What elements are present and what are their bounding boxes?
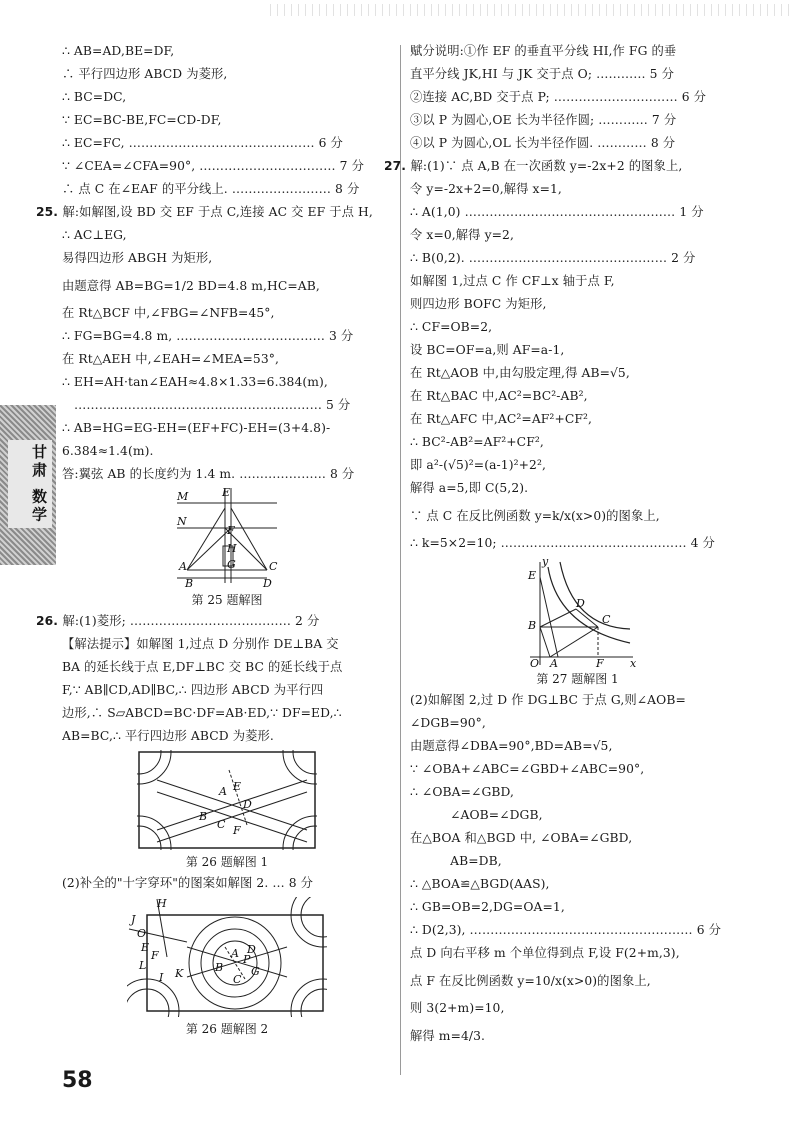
- line-text: ∴ BC²-AB²=AF²+CF²,: [410, 435, 544, 449]
- line-text: AB=BC,∴ 平行四边形 ABCD 为菱形.: [62, 729, 274, 743]
- text-line: [410, 293, 745, 316]
- figure-label: D: [575, 597, 585, 610]
- figure-circle: [283, 816, 317, 850]
- figure-label: A: [219, 785, 227, 798]
- column-divider: [400, 45, 401, 1075]
- text-line: [410, 247, 745, 270]
- line-text: 在 Rt△AEH 中,∠EAH=∠MEA=53°,: [62, 352, 280, 366]
- line-text: 令 y=-2x+2=0,解得 x=1,: [410, 182, 562, 196]
- fig26b-diagram: [127, 897, 327, 1017]
- line-text: 由题意得∠DBA=90°,BD=AB=√5,: [410, 739, 613, 753]
- figure-circle: [283, 750, 317, 784]
- text-line: [410, 997, 745, 1020]
- text-line: [62, 872, 392, 895]
- line-text: ∴ AB=HG=EG-EH=(EF+FC)-EH=(3+4.8)-: [62, 421, 331, 435]
- figure-circle: [127, 989, 169, 1017]
- text-line: [410, 339, 745, 362]
- figure-label: C: [601, 613, 610, 626]
- line-text: BA 的延长线于点 E,DF⊥BC 交 BC 的延长线于点: [62, 660, 343, 674]
- figure-label: A: [179, 560, 187, 573]
- figure-label: L: [139, 959, 147, 972]
- figure-label: O: [137, 927, 147, 940]
- line-text: ∴ EC=FC, ……………………………………… 6 分: [62, 136, 343, 150]
- line-text: 设 BC=OF=a,则 AF=a-1,: [410, 343, 565, 357]
- text-line: [410, 477, 745, 500]
- text-line: [62, 633, 392, 656]
- fig27-figure: [410, 557, 745, 667]
- text-line: [62, 679, 392, 702]
- question-start-line: [36, 610, 392, 633]
- text-line: [62, 702, 392, 725]
- line-text: ∴ FG=BG=4.8 m, ……………………………… 3 分: [62, 329, 354, 343]
- line-text: 6.384≈1.4(m).: [62, 444, 154, 458]
- text-line: [410, 850, 745, 873]
- line-text: 答:翼弦 AB 的长度约为 1.4 m. ………………… 8 分: [62, 467, 355, 481]
- question-number: 26.: [36, 614, 63, 628]
- figure-label: I: [159, 971, 164, 984]
- figure-label: B: [185, 577, 194, 588]
- text-line: [410, 758, 745, 781]
- text-line: [410, 109, 745, 132]
- text-line: [410, 201, 745, 224]
- figure-label: G: [227, 558, 236, 571]
- line-text: 在 Rt△BAC 中,AC²=BC²-AB²,: [410, 389, 588, 403]
- line-text: ∴ A(1,0) …………………………………………… 1 分: [410, 205, 704, 219]
- text-line: [410, 827, 745, 850]
- text-line: [410, 689, 745, 712]
- figure-label: F: [151, 949, 159, 962]
- figure-label: G: [251, 965, 260, 978]
- figure-label: H: [157, 897, 167, 910]
- fig26a-diagram: [137, 750, 317, 850]
- text-line: [62, 325, 392, 348]
- line-text: ③以 P 为圆心,OE 长为半径作圆; ………… 7 分: [410, 113, 677, 127]
- text-line: [410, 781, 745, 804]
- text-line: [62, 440, 392, 463]
- figure-label: F: [595, 657, 604, 667]
- text-line: [62, 132, 392, 155]
- figure-caption: 第 27 题解图 1: [536, 672, 619, 686]
- text-line: [62, 270, 392, 302]
- figure-circle: [137, 750, 171, 784]
- text-line: [410, 500, 745, 532]
- fig26b-figure: [62, 897, 392, 1017]
- line-text: ∴ BC=DC,: [62, 90, 127, 104]
- text-line: [410, 712, 745, 735]
- line-text: 在 Rt△AOB 中,由勾股定理,得 AB=√5,: [410, 366, 630, 380]
- line-text: 则 3(2+m)=10,: [410, 1001, 505, 1015]
- text-line: [62, 178, 392, 201]
- line-text: 在△BOA 和△BGD 中, ∠OBA=∠GBD,: [410, 831, 633, 845]
- line-text: ②连接 AC,BD 交于点 P; ………………………… 6 分: [410, 90, 707, 104]
- text-line: [410, 804, 745, 827]
- line-text: 在 Rt△BCF 中,∠FBG=∠NFB=45°,: [62, 306, 275, 320]
- line-text: ∵ 点 C 在反比例函数 y=k/x(x>0)的图象上,: [410, 509, 660, 523]
- line-text: ∴ GB=OB=2,DG=OA=1,: [410, 900, 565, 914]
- line-text: 解:如解图,设 BD 交 EF 于点 C,连接 AC 交 EF 于点 H,: [62, 205, 373, 219]
- line-text: AB=DB,: [410, 854, 502, 868]
- page-number: 58: [62, 1068, 93, 1093]
- figure-label: D: [263, 577, 272, 588]
- line-text: ∴ CF=OB=2,: [410, 320, 493, 334]
- text-line: [410, 896, 745, 919]
- figure-label: E: [222, 488, 231, 499]
- line-text: ∴ D(2,3), ……………………………………………… 6 分: [410, 923, 722, 937]
- line-text: 点 D 向右平移 m 个单位得到点 F,设 F(2+m,3),: [410, 946, 680, 960]
- text-line: [410, 224, 745, 247]
- text-line: [410, 86, 745, 109]
- line-text: 易得四边形 ABGH 为矩形,: [62, 251, 213, 265]
- figure-label: C: [269, 560, 278, 573]
- text-line: [410, 63, 745, 86]
- line-text: ∴ 平行四边形 ABCD 为菱形,: [62, 67, 228, 81]
- text-line: [410, 40, 745, 63]
- line-text: 则四边形 BOFC 为矩形,: [410, 297, 547, 311]
- figure-line: [576, 609, 598, 627]
- figure-caption: 第 26 题解图 2: [185, 1022, 269, 1036]
- figure-circle: [137, 816, 171, 850]
- fig27-diagram: [518, 557, 638, 667]
- text-line: [62, 155, 392, 178]
- figure-label: C: [233, 973, 242, 986]
- figure-label: E: [233, 780, 242, 793]
- line-text: 边形,∴ S▱ABCD=BC·DF=AB·ED,∵ DF=ED,∴: [62, 706, 342, 720]
- text-line: [410, 408, 745, 431]
- fig25-figure: [62, 488, 392, 588]
- figure-label: J: [131, 913, 136, 926]
- figure-label: D: [247, 943, 256, 956]
- text-line: [410, 919, 745, 942]
- line-text: ∠AOB=∠DGB,: [410, 808, 543, 822]
- text-line: [410, 454, 745, 477]
- text-line: [410, 965, 745, 997]
- line-text: 解:(1)∵ 点 A,B 在一次函数 y=-2x+2 的图象上,: [410, 159, 683, 173]
- figure-label: M: [177, 490, 189, 503]
- text-line: [62, 463, 392, 486]
- text-line: [410, 431, 745, 454]
- text-line: [62, 371, 392, 394]
- figure-label: N: [177, 515, 187, 528]
- question-start-line: [384, 155, 745, 178]
- figure-label: B: [215, 961, 224, 974]
- figure-label: B: [527, 619, 536, 632]
- line-text: 赋分说明:①作 EF 的垂直平分线 HI,作 FG 的垂: [410, 44, 677, 58]
- line-text: ∴ 点 C 在∠EAF 的平分线上. …………………… 8 分: [62, 182, 360, 196]
- text-line: [62, 417, 392, 440]
- question-number: 25.: [36, 205, 63, 219]
- text-line: [410, 385, 745, 408]
- text-line: [62, 40, 392, 63]
- figure-label: F: [227, 524, 235, 537]
- line-text: 即 a²-(√5)²=(a-1)²+2²,: [410, 458, 547, 472]
- line-text: F,∵ AB∥CD,AD∥BC,∴ 四边形 ABCD 为平行四: [62, 683, 324, 697]
- line-text: ∴ AB=AD,BE=DF,: [62, 44, 175, 58]
- text-line: [62, 302, 392, 325]
- line-text: ∵ EC=BC-BE,FC=CD-DF,: [62, 113, 222, 127]
- figure-label: D: [243, 798, 252, 811]
- figure-label: H: [227, 542, 237, 555]
- figure-caption: 第 26 题解图 1: [185, 855, 269, 869]
- text-line: [410, 532, 745, 555]
- question-number: 27.: [384, 159, 411, 173]
- line-text: ∴ EH=AH·tan∠EAH≈4.8×1.33=6.384(m),: [62, 375, 328, 389]
- figure-label: O: [529, 657, 539, 667]
- figure-label: A: [231, 947, 239, 960]
- side-tab-label: 甘肃 数学: [8, 440, 52, 528]
- line-text: ④以 P 为圆心,OL 长为半径作圆. ………… 8 分: [410, 136, 676, 150]
- line-text: 点 F 在反比例函数 y=10/x(x>0)的图象上,: [410, 974, 651, 988]
- fig25-diagram: [167, 488, 287, 588]
- line-text: 如解图 1,过点 C 作 CF⊥x 轴于点 F,: [410, 274, 615, 288]
- text-line: [410, 873, 745, 896]
- text-line: [62, 725, 392, 748]
- text-line: [62, 247, 392, 270]
- figure-label: C: [217, 818, 226, 831]
- line-text: ∵ ∠CEA=∠CFA=90°, …………………………… 7 分: [62, 159, 364, 173]
- figure-label: K: [175, 967, 184, 980]
- scan-noise: [270, 4, 790, 16]
- text-line: [410, 316, 745, 339]
- figure-line: [540, 627, 550, 657]
- text-line: [410, 1020, 745, 1052]
- line-text: 在 Rt△AFC 中,AC²=AF²+CF²,: [410, 412, 593, 426]
- line-text: (2)补全的"十字穿环"的图案如解图 2. … 8 分: [62, 876, 314, 890]
- figure-circle: [293, 750, 317, 774]
- line-text: 解得 a=5,即 C(5,2).: [410, 481, 529, 495]
- figure-label: E: [141, 941, 150, 954]
- text-line: [62, 656, 392, 679]
- line-text: ∴ △BOA≌△BGD(AAS),: [410, 877, 550, 891]
- text-line: [62, 394, 392, 417]
- line-text: ∵ ∠OBA+∠ABC=∠GBD+∠ABC=90°,: [410, 762, 645, 776]
- text-line: [410, 178, 745, 201]
- line-text: …………………………………………………… 5 分: [62, 398, 351, 412]
- figure-label: P: [243, 953, 251, 966]
- figure-label: x: [629, 657, 636, 667]
- figure-circle: [137, 750, 161, 774]
- text-line: [410, 942, 745, 965]
- line-text: (2)如解图 2,过 D 作 DG⊥BC 于点 G,则∠AOB=: [410, 693, 686, 707]
- line-text: ∠DGB=90°,: [410, 716, 486, 730]
- line-text: ∴ k=5×2=10; ……………………………………… 4 分: [410, 536, 715, 550]
- text-line: [62, 348, 392, 371]
- line-text: 【解法提示】如解图 1,过点 D 分别作 DE⊥BA 交: [62, 637, 339, 651]
- line-text: ∴ B(0,2). ………………………………………… 2 分: [410, 251, 696, 265]
- line-text: ∴ ∠OBA=∠GBD,: [410, 785, 515, 799]
- line-text: 解:(1)菱形; ………………………………… 2 分: [62, 614, 320, 628]
- line-text: ∴ AC⊥EG,: [62, 228, 127, 242]
- text-line: [62, 224, 392, 247]
- text-line: [62, 109, 392, 132]
- figure-line: [540, 609, 576, 627]
- figure-label: y: [541, 557, 548, 568]
- text-line: [410, 735, 745, 758]
- line-text: 直平分线 JK,HI 与 JK 交于点 O; ………… 5 分: [410, 67, 675, 81]
- figure-label: A: [549, 657, 558, 667]
- figure-caption: 第 25 题解图: [191, 593, 263, 607]
- line-text: 解得 m=4/3.: [410, 1029, 486, 1043]
- figure-label: F: [233, 824, 241, 837]
- right-column: [384, 40, 745, 1052]
- text-line: [410, 362, 745, 385]
- figure-circle: [291, 897, 327, 947]
- text-line: [62, 86, 392, 109]
- line-text: 由题意得 AB=BG=1/2 BD=4.8 m,HC=AB,: [62, 279, 320, 293]
- text-line: [410, 270, 745, 293]
- figure-label: B: [199, 810, 208, 823]
- figure-line: [540, 577, 558, 657]
- question-start-line: [36, 201, 392, 224]
- text-line: [410, 132, 745, 155]
- line-text: 令 x=0,解得 y=2,: [410, 228, 514, 242]
- figure-label: E: [527, 569, 536, 582]
- fig26a-figure: [62, 750, 392, 850]
- text-line: [62, 63, 392, 86]
